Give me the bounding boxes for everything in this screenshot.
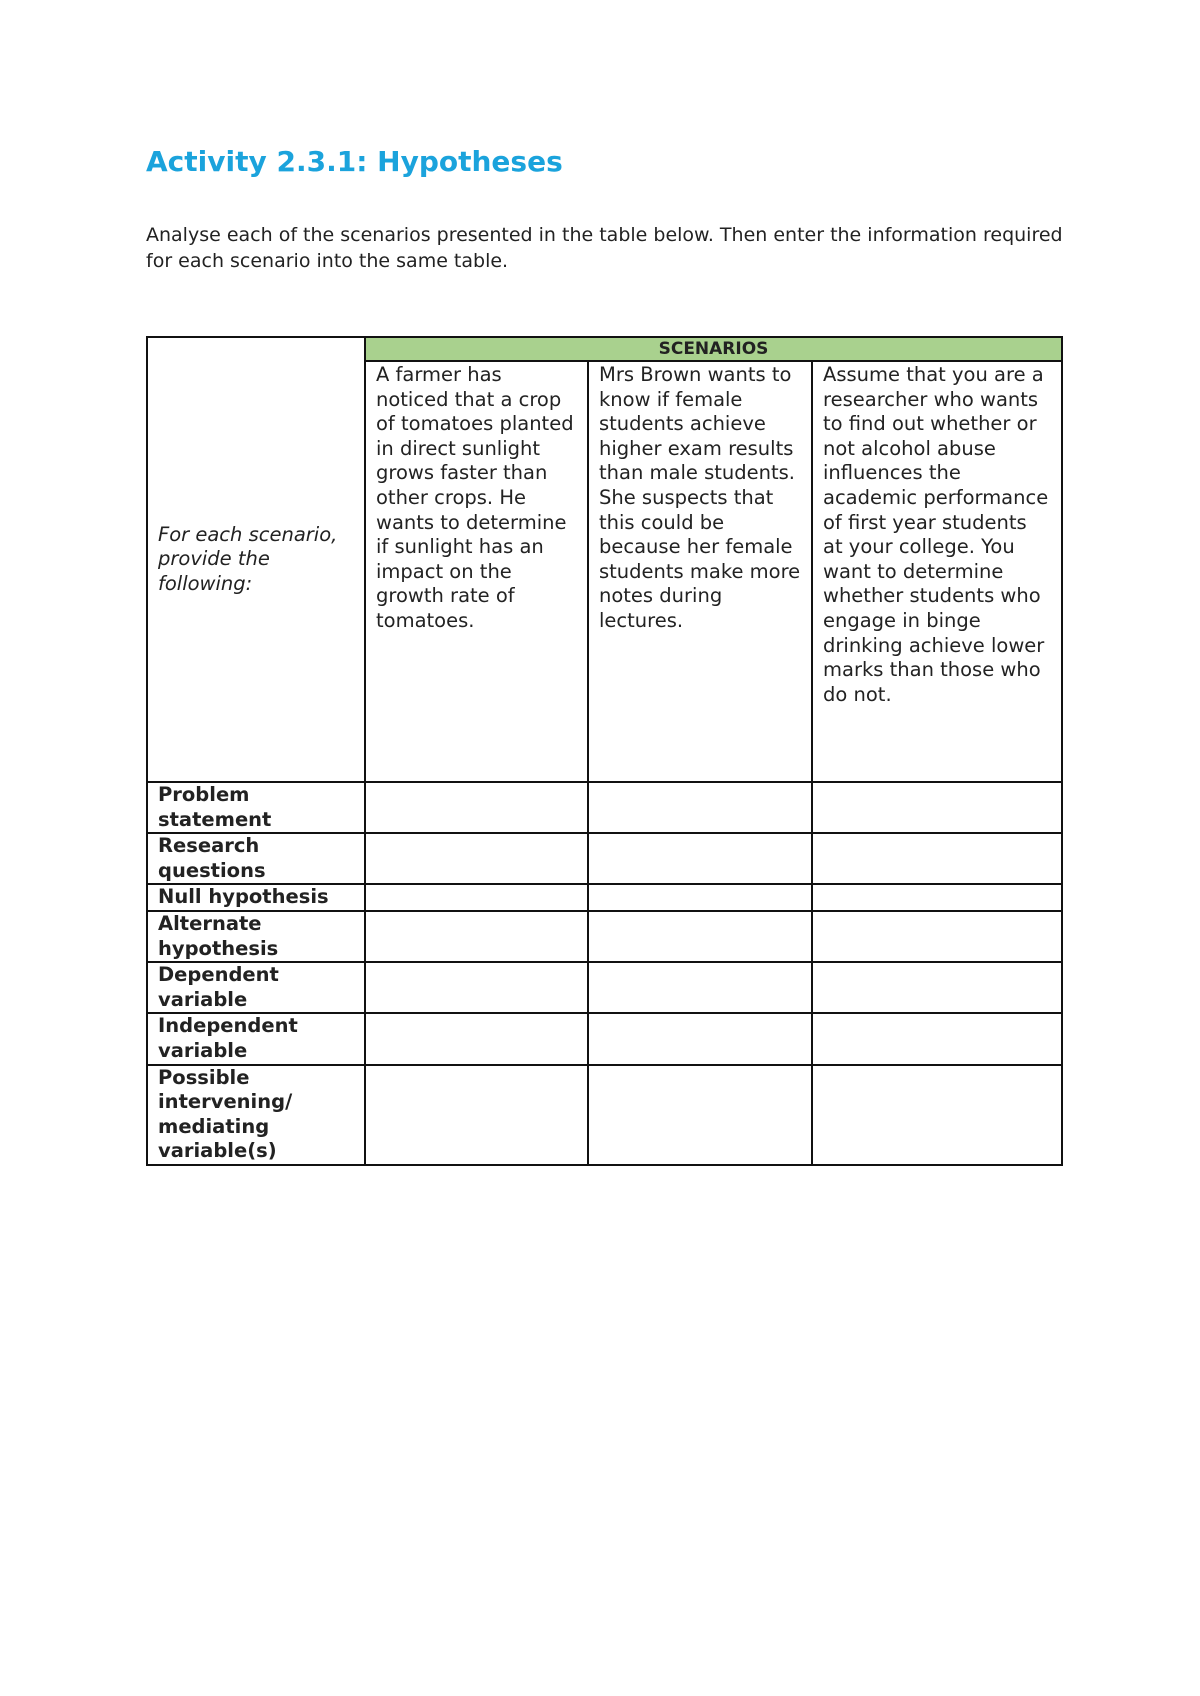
answer-cell[interactable] <box>588 1065 812 1165</box>
table-row <box>147 782 1062 833</box>
answer-cell[interactable] <box>812 1013 1062 1064</box>
answer-cell[interactable] <box>588 782 812 833</box>
table-row <box>147 962 1062 1013</box>
answer-cell[interactable] <box>365 782 588 833</box>
page-title: Activity 2.3.1: Hypotheses <box>146 145 563 178</box>
row-label-dependent-variable: Dependent variable <box>147 962 365 1013</box>
table-row <box>147 884 1062 911</box>
answer-cell[interactable] <box>588 911 812 962</box>
answer-cell[interactable] <box>365 962 588 1013</box>
answer-cell[interactable] <box>812 833 1062 884</box>
table-row <box>147 1013 1062 1064</box>
side-label-cell <box>147 337 365 782</box>
answer-cell[interactable] <box>365 911 588 962</box>
intro-paragraph: Analyse each of the scenarios presented in the table below. Then enter the information required for each scenario into the same table. <box>146 224 1063 272</box>
row-label-research-questions: Research questions <box>147 833 365 884</box>
row-label-problem-statement: Problem statement <box>147 782 365 833</box>
answer-cell[interactable] <box>812 884 1062 911</box>
answer-cell[interactable] <box>588 833 812 884</box>
table-row <box>147 1065 1062 1165</box>
answer-cell[interactable] <box>588 962 812 1013</box>
answer-cell[interactable] <box>365 1065 588 1165</box>
header-row <box>147 337 1062 361</box>
table-row <box>147 911 1062 962</box>
table-row <box>147 833 1062 884</box>
answer-cell[interactable] <box>812 962 1062 1013</box>
answer-cell[interactable] <box>812 911 1062 962</box>
scenarios-table <box>146 336 1063 1166</box>
row-label-independent-variable: Independent variable <box>147 1013 365 1064</box>
scenario-1-text: A farmer has noticed that a crop of tomatoes planted in direct sunlight grows faster than other crops. He wants to determine if sunlight has an impact on the growth rate of tomatoes. <box>365 361 588 782</box>
answer-cell[interactable] <box>812 1065 1062 1165</box>
answer-cell[interactable] <box>365 1013 588 1064</box>
answer-cell[interactable] <box>812 782 1062 833</box>
answer-cell[interactable] <box>588 884 812 911</box>
row-label-alternate-hypothesis: Alternate hypothesis <box>147 911 365 962</box>
answer-cell[interactable] <box>588 1013 812 1064</box>
scenario-3-text: Assume that you are a researcher who wants to find out whether or not alcohol abuse influences the academic performance of first year students at your college. You want to determine whether students who engage in binge drinking achieve lower marks than those who do not. <box>812 361 1062 782</box>
row-label-intervening-variables: Possible intervening/ mediating variable(s) <box>147 1065 365 1165</box>
side-label: For each scenario, provide the following: <box>158 522 338 595</box>
scenario-2-text: Mrs Brown wants to know if female students achieve higher exam results than male students. She suspects that this could be because her female students make more notes during lectures. <box>588 361 812 782</box>
scenarios-header: SCENARIOS <box>365 337 1062 361</box>
answer-cell[interactable] <box>365 833 588 884</box>
row-label-null-hypothesis: Null hypothesis <box>147 884 365 911</box>
answer-cell[interactable] <box>365 884 588 911</box>
